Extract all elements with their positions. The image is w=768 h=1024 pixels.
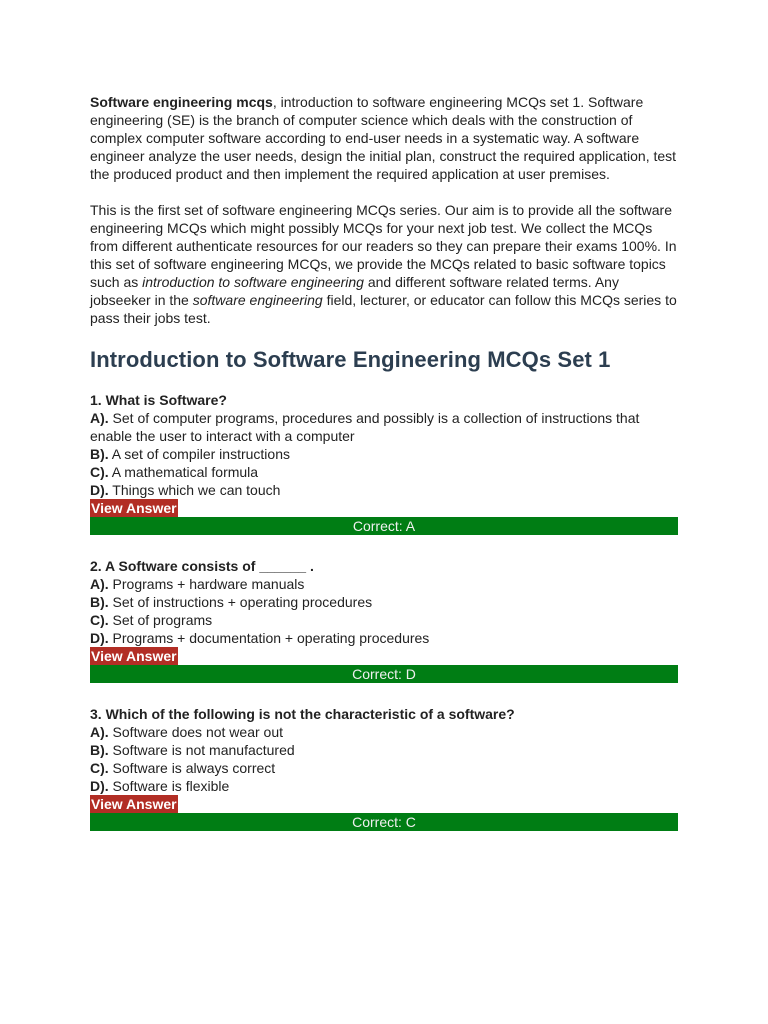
article-content xyxy=(90,93,680,831)
option-c xyxy=(90,611,680,629)
option-label: D). xyxy=(90,778,109,794)
option-c xyxy=(90,759,680,777)
section-heading: Introduction to Software Engineering MCQs Set 1 xyxy=(90,347,611,372)
correct-answer-bar: Correct: A xyxy=(90,517,678,535)
option-text: Programs + hardware manuals xyxy=(108,576,305,592)
intro-paragraph-2-italic-2: software engineering xyxy=(192,292,323,308)
question-title: 1. What is Software? xyxy=(90,392,227,408)
option-label: A). xyxy=(90,576,109,592)
option-text: Software is not manufactured xyxy=(108,742,295,758)
intro-paragraph-2 xyxy=(90,201,680,327)
option-d xyxy=(90,629,680,647)
option-label: C). xyxy=(90,760,109,776)
option-d xyxy=(90,481,680,499)
option-label: D). xyxy=(90,630,109,646)
option-a xyxy=(90,409,680,445)
question-2 xyxy=(90,557,680,683)
intro-paragraph-2-text-c: field, lecturer, or educator can follow this MCQs series to pass their jobs test. xyxy=(90,292,677,326)
option-d xyxy=(90,777,680,795)
question-title: 3. Which of the following is not the characteristic of a software? xyxy=(90,706,515,722)
option-b xyxy=(90,593,680,611)
option-label: B). xyxy=(90,742,109,758)
option-a xyxy=(90,575,680,593)
option-label: C). xyxy=(90,464,109,480)
correct-answer-bar: Correct: D xyxy=(90,665,678,683)
intro-paragraph-1-text: , introduction to software engineering MCQs set 1. Software engineering (SE) is the branch of computer science which deals with the construction of complex computer software according to end-user needs in a systematic way. A software engineer analyze the user needs, design the initial plan, construct the required application, test the produced product and then implement the required application at user premises. xyxy=(90,94,677,182)
option-b xyxy=(90,445,680,463)
option-a xyxy=(90,723,680,741)
option-text: Set of instructions + operating procedures xyxy=(108,594,373,610)
intro-paragraph-2-text-b: and different software related terms. Any jobseeker in the xyxy=(90,274,619,308)
option-text: A set of compiler instructions xyxy=(108,446,290,462)
option-text: Things which we can touch xyxy=(108,482,281,498)
option-text: Software is flexible xyxy=(108,778,230,794)
question-title: 2. A Software consists of ______ . xyxy=(90,558,314,574)
intro-paragraph-1 xyxy=(90,93,680,183)
question-list xyxy=(90,391,680,831)
intro-paragraph-2-italic-1: introduction to software engineering xyxy=(142,274,364,290)
option-text: Software is always correct xyxy=(108,760,276,776)
correct-answer-bar: Correct: C xyxy=(90,813,678,831)
view-answer-button[interactable]: View Answer xyxy=(91,648,177,664)
option-c xyxy=(90,463,680,481)
view-answer-button[interactable]: View Answer xyxy=(91,500,177,516)
option-text: Set of computer programs, procedures and possibly is a collection of instructions that enable the user to interact with a computer xyxy=(90,410,640,444)
view-answer-button[interactable]: View Answer xyxy=(91,796,177,812)
option-text: A mathematical formula xyxy=(108,464,259,480)
intro-bold-lead: Software engineering mcqs xyxy=(90,94,273,110)
intro-paragraph-2-text-a: This is the first set of software engineering MCQs series. Our aim is to provide all the software engineering MCQs which might possibly MCQs for your next job test. We collect the MCQs from different authenticate resources for our readers so they can prepare their exams 100%. In this set of software engineering MCQs, we provide the MCQs related to basic software topics such as xyxy=(90,202,677,290)
option-label: A). xyxy=(90,410,109,426)
option-b xyxy=(90,741,680,759)
question-3 xyxy=(90,705,680,831)
option-label: C). xyxy=(90,612,109,628)
option-label: B). xyxy=(90,594,109,610)
option-label: B). xyxy=(90,446,109,462)
option-label: A). xyxy=(90,724,109,740)
question-1 xyxy=(90,391,680,535)
option-text: Programs + documentation + operating procedures xyxy=(108,630,430,646)
option-text: Set of programs xyxy=(108,612,213,628)
option-label: D). xyxy=(90,482,109,498)
option-text: Software does not wear out xyxy=(108,724,283,740)
